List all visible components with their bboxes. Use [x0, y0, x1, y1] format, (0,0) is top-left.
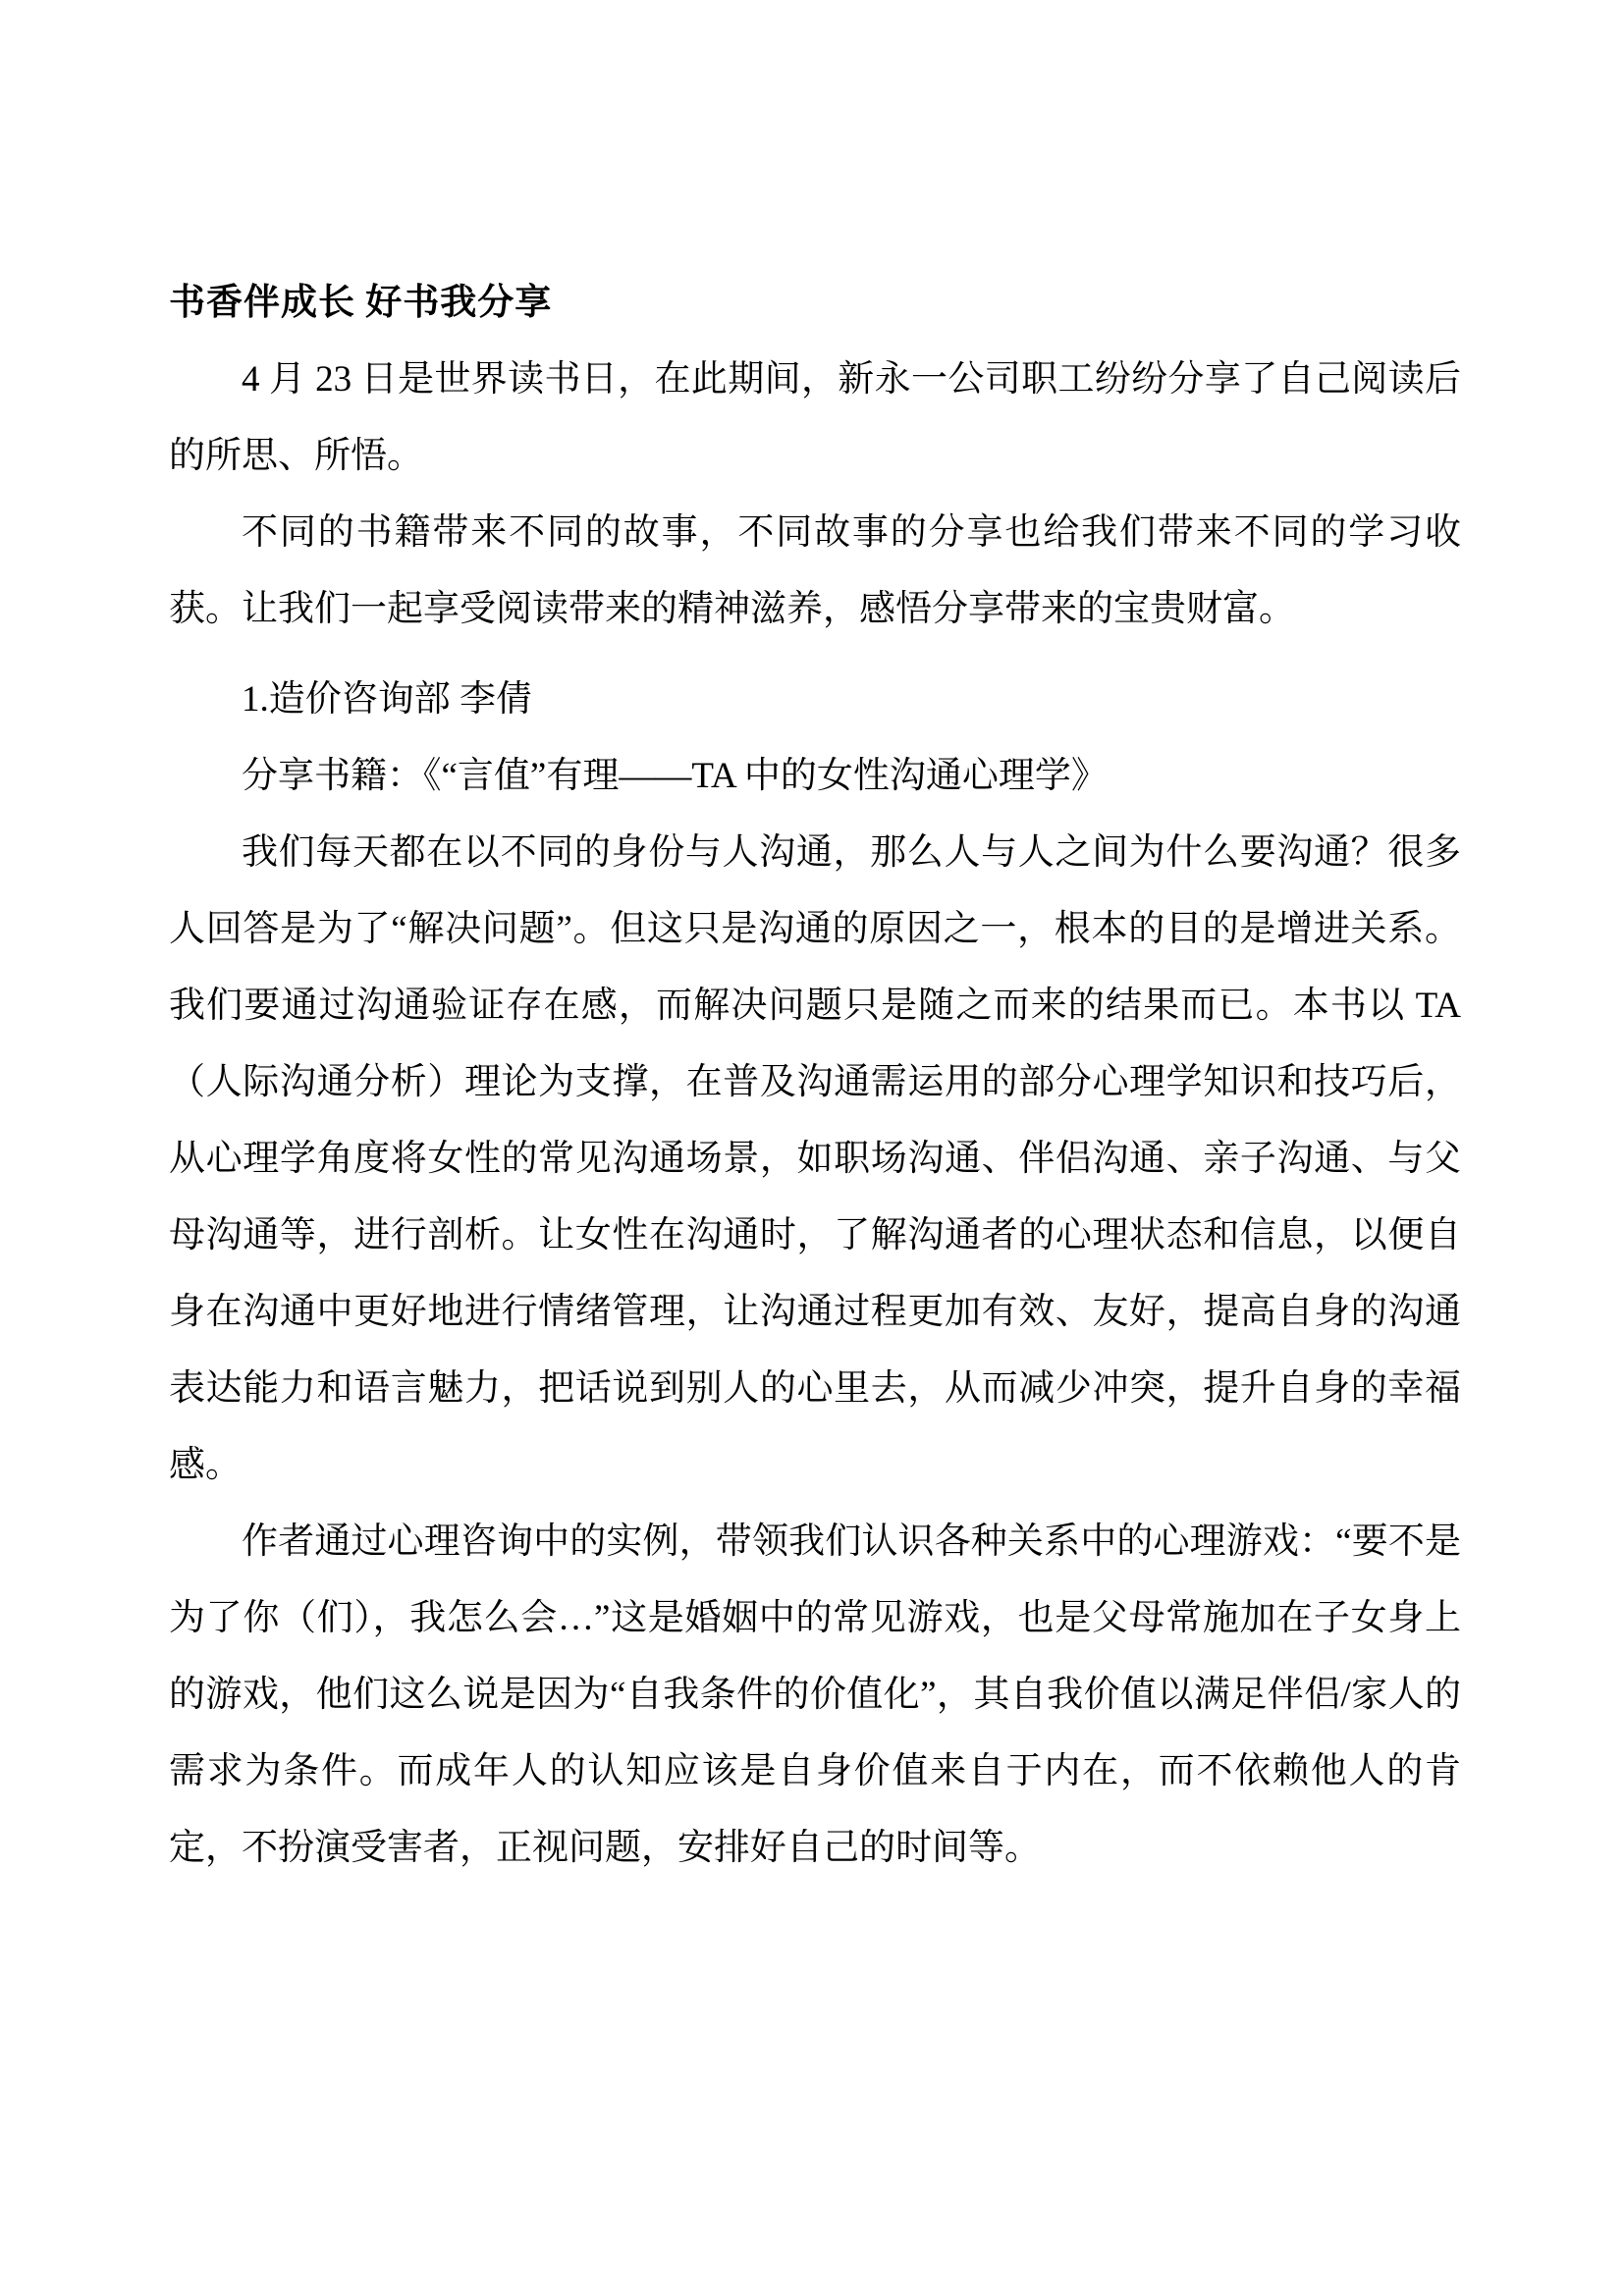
section-heading-department-author: 1.造价咨询部 李倩	[242, 679, 532, 720]
paragraph-author-examples: 作者通过心理咨询中的实例，带领我们认识各种关系中的心理游戏：“要不是为了你（们），我怎么会…”这是婚姻中的常见游戏，也是父母常施加在子女身上的游戏，他们这么说是因为“自我条件的价值化”，其自我价值以满足伴侣/家人的需求为条件。而成年人的认知应该是自身价值来自于内在，而不依赖他人的肯定，不扮演受害者，正视问题，安排好自己的时间等。	[169, 1522, 1461, 1868]
paragraph-book-summary: 我们每天都在以不同的身份与人沟通，那么人与人之间为什么要沟通？很多人回答是为了“解决问题”。但这只是沟通的原因之一，根本的目的是增进关系。我们要通过沟通验证存在感，而解决问题只是随之而来的结果而已。本书以 TA（人际沟通分析）理论为支撑，在普及沟通需运用的部分心理学知识和技巧后，从心理学角度将女性的常见沟通场景，如职场沟通、伴侣沟通、亲子沟通、与父母沟通等，进行剖析。让女性在沟通时，了解沟通者的心理状态和信息，以便自身在沟通中更好地进行情绪管理，让沟通过程更加有效、友好，提高自身的沟通表达能力和语言魅力，把话说到别人的心里去，从而减少冲突，提升自身的幸福感。	[169, 832, 1461, 1485]
paragraph-intro-book-day: 4 月 23 日是世界读书日，在此期间，新永一公司职工纷纷分享了自己阅读后的所思、所悟。	[169, 359, 1461, 476]
page-title: 书香伴成长 好书我分享	[169, 283, 553, 323]
paragraph-shared-book-title: 分享书籍：《“言值”有理——TA 中的女性沟通心理学》	[242, 756, 1108, 796]
paragraph-sharing-benefits: 不同的书籍带来不同的故事，不同故事的分享也给我们带来不同的学习收获。让我们一起享受阅读带来的精神滋养，感悟分享带来的宝贵财富。	[169, 512, 1461, 629]
